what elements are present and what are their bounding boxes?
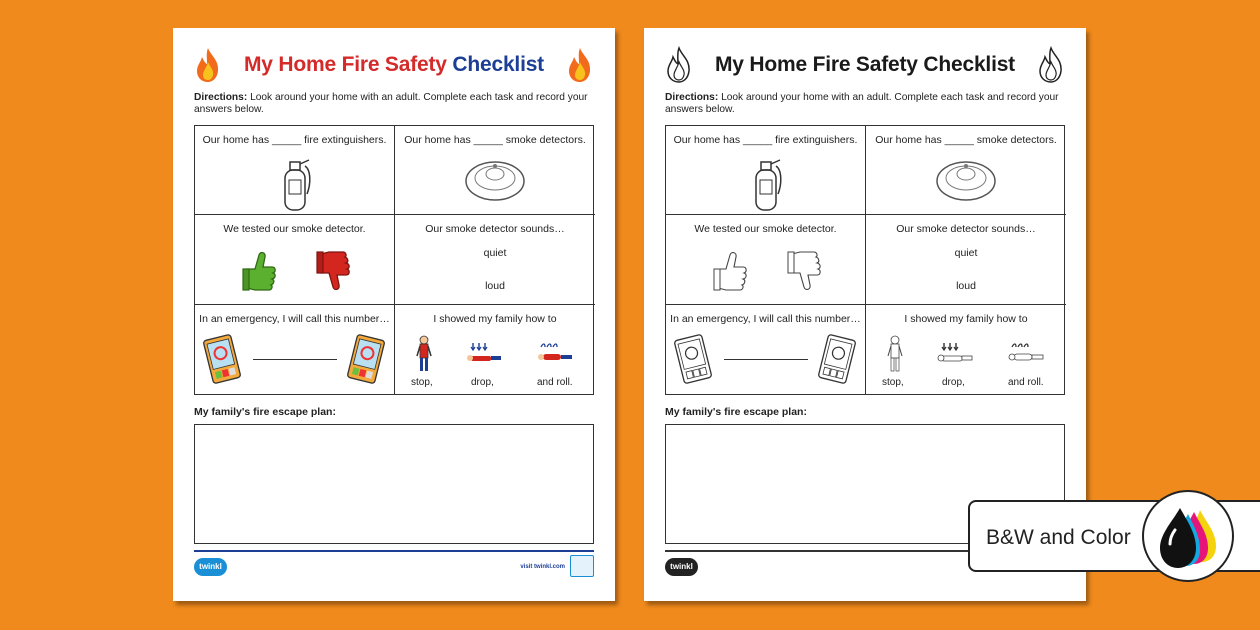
stop-person-icon bbox=[415, 335, 433, 373]
cell-extinguishers bbox=[666, 126, 866, 215]
page-title bbox=[715, 53, 1015, 77]
flame-outline-icon bbox=[1036, 46, 1066, 84]
title-part1: My Home Fire Safety bbox=[715, 53, 918, 76]
directions-text: Look around your home with an adult. Complete each task and record your answers below. bbox=[194, 92, 588, 115]
cell-emergency bbox=[195, 305, 395, 394]
tested-text: We tested our smoke detector. bbox=[694, 223, 837, 235]
ink-drops-badge bbox=[1142, 490, 1234, 582]
stop-label: stop, bbox=[882, 377, 904, 388]
emergency-text: In an emergency, I will call this number… bbox=[199, 313, 390, 325]
flame-icon bbox=[565, 46, 595, 84]
phone-outline-icon bbox=[672, 333, 714, 385]
phone-number-blank[interactable] bbox=[724, 359, 808, 360]
cell-showed bbox=[866, 305, 1066, 394]
badge-label: B&W and Color bbox=[986, 526, 1131, 549]
thumbs-up-outline-icon[interactable] bbox=[712, 249, 748, 293]
cell-sounds bbox=[395, 215, 595, 305]
showed-text: I showed my family how to bbox=[904, 313, 1028, 325]
cell-sounds bbox=[866, 215, 1066, 305]
escape-plan-box[interactable] bbox=[194, 424, 594, 544]
detectors-text: Our home has _____ smoke detectors. bbox=[875, 134, 1057, 146]
cell-detectors bbox=[395, 126, 595, 215]
directions bbox=[194, 92, 594, 116]
option-loud[interactable]: loud bbox=[956, 280, 976, 292]
worksheet-color bbox=[173, 28, 615, 601]
cell-emergency bbox=[666, 305, 866, 394]
drop-person-icon bbox=[465, 341, 505, 365]
flame-icon bbox=[193, 46, 223, 84]
option-loud[interactable]: loud bbox=[485, 280, 505, 292]
directions-text: Look around your home with an adult. Complete each task and record your answers below. bbox=[665, 92, 1059, 115]
ink-drops-icon bbox=[1144, 492, 1232, 580]
cell-extinguishers bbox=[195, 126, 395, 215]
plan-label: My family's fire escape plan: bbox=[194, 406, 336, 418]
drop-label: drop, bbox=[471, 377, 494, 388]
roll-label: and roll. bbox=[537, 377, 573, 388]
footer-divider bbox=[194, 550, 594, 552]
smoke-detector-icon bbox=[934, 156, 998, 206]
option-quiet[interactable]: quiet bbox=[954, 247, 978, 259]
sounds-text: Our smoke detector sounds… bbox=[896, 223, 1036, 235]
twinkl-logo: twinkl bbox=[194, 558, 227, 576]
title-part2: Checklist bbox=[452, 53, 544, 76]
phone-icon bbox=[201, 333, 243, 385]
sounds-text: Our smoke detector sounds… bbox=[425, 223, 565, 235]
extinguishers-text: Our home has _____ fire extinguishers. bbox=[202, 134, 387, 146]
directions-label: Directions: bbox=[665, 92, 719, 103]
tested-text: We tested our smoke detector. bbox=[223, 223, 366, 235]
checklist-grid bbox=[665, 125, 1065, 395]
checklist-grid bbox=[194, 125, 594, 395]
twinkl-logo: twinkl bbox=[665, 558, 698, 576]
title-row bbox=[187, 44, 601, 86]
roll-label: and roll. bbox=[1008, 377, 1044, 388]
drop-person-icon bbox=[936, 341, 976, 365]
thumbs-down-icon[interactable] bbox=[315, 249, 351, 293]
showed-text: I showed my family how to bbox=[433, 313, 557, 325]
detectors-text: Our home has _____ smoke detectors. bbox=[404, 134, 586, 146]
fire-extinguisher-icon bbox=[275, 154, 315, 212]
flame-outline-icon bbox=[664, 46, 694, 84]
cell-tested bbox=[666, 215, 866, 305]
directions-label: Directions: bbox=[194, 92, 248, 103]
thumbs-down-outline-icon[interactable] bbox=[786, 249, 822, 293]
cell-detectors bbox=[866, 126, 1066, 215]
stop-label: stop, bbox=[411, 377, 433, 388]
quality-badge-icon bbox=[570, 555, 594, 577]
roll-person-icon bbox=[533, 341, 575, 365]
stop-person-icon bbox=[886, 335, 904, 373]
phone-icon bbox=[345, 333, 387, 385]
option-quiet[interactable]: quiet bbox=[483, 247, 507, 259]
extinguishers-text: Our home has _____ fire extinguishers. bbox=[673, 134, 858, 146]
title-part1: My Home Fire Safety bbox=[244, 53, 447, 76]
drop-label: drop, bbox=[942, 377, 965, 388]
directions bbox=[665, 92, 1065, 116]
thumbs-up-icon[interactable] bbox=[241, 249, 277, 293]
cell-showed bbox=[395, 305, 595, 394]
fire-extinguisher-icon bbox=[746, 154, 786, 212]
emergency-text: In an emergency, I will call this number… bbox=[670, 313, 861, 325]
cell-tested bbox=[195, 215, 395, 305]
roll-person-icon bbox=[1004, 341, 1046, 365]
page-title bbox=[244, 53, 544, 77]
smoke-detector-icon bbox=[463, 156, 527, 206]
title-row bbox=[658, 44, 1072, 86]
title-part2: Checklist bbox=[923, 53, 1015, 76]
phone-number-blank[interactable] bbox=[253, 359, 337, 360]
plan-label: My family's fire escape plan: bbox=[665, 406, 807, 418]
phone-outline-icon bbox=[816, 333, 858, 385]
visit-link[interactable]: visit twinkl.com bbox=[520, 564, 565, 570]
